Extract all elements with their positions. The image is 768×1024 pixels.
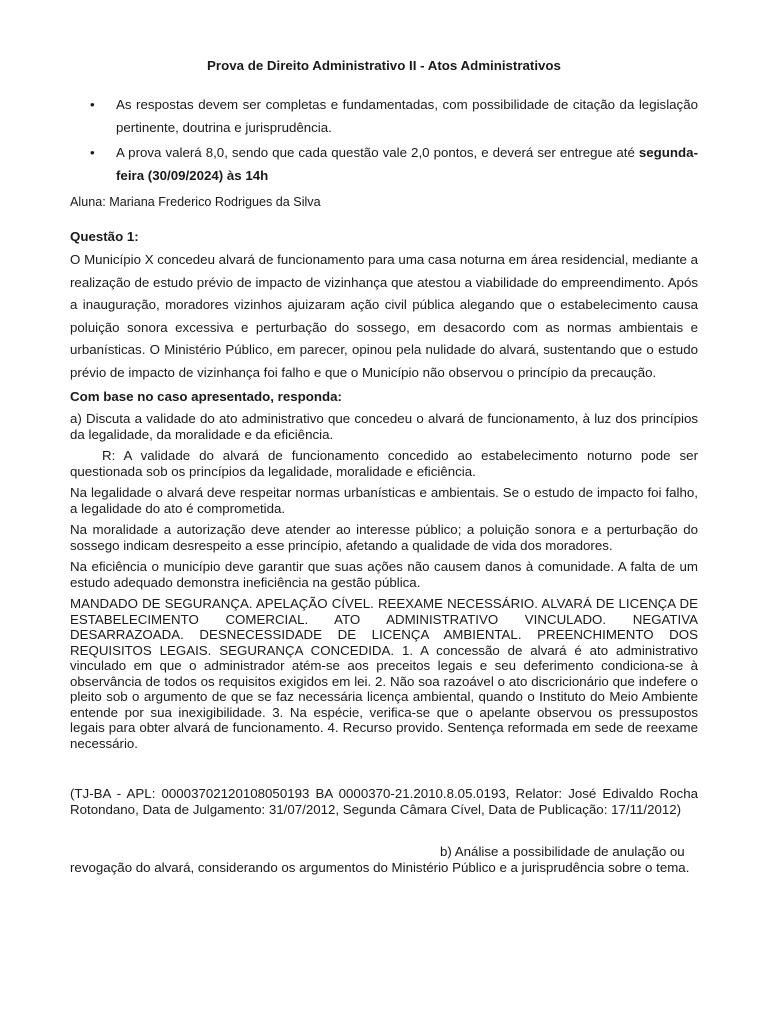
answer-intro: R: A validade do alvará de funcionamento concedido ao estabelecimento noturno pode ser questionada sob os princípios da legalidade, moralidade e eficiência. — [70, 448, 698, 479]
answer-eficiencia: Na eficiência o município deve garantir que suas ações não causem danos à comunidade. A falta de um estudo adequado demonstra ineficiência na gestão pública. — [70, 559, 698, 590]
deadline-text: segunda-feira (30/09/2024) às 14h — [116, 145, 698, 183]
answer-legalidade: Na legalidade o alvará deve respeitar normas urbanísticas e ambientais. Se o estudo de impacto foi falho, a legalidade do ato é comprometida. — [70, 485, 698, 516]
statement-end: . — [652, 364, 657, 380]
jurisprudence-ementa: MANDADO DE SEGURANÇA. APELAÇÃO CÍVEL. REEXAME NECESSÁRIO. ALVARÁ DE LICENÇA DE ESTABELECIMENTO COMERCIAL. ATO ADMINISTRATIVO VINCULADO. NEGATIVA DESARRAZOADA. DESNECESSIDADE DE LICENÇA AMBIENTAL. PREENCHIMENTO DOS REQUISITOS LEGAIS. SEGURANÇA CONCEDIDA. 1. A concessão de alvará é ato administrativo vinculado em que o administrador atém-se aos preceitos legais e seu deferimento condiciona-se à observância de todos os requisitos exigidos em lei. 2. Não soa razoável o ato discricionário que indefere o pleito sob o argumento de que se faz necessária licença ambiental, quando o Instituto do Meio Ambiente entende por sua inexigibilidade. 3. Na espécie, verifica-se que o apelante observou os pressupostos legais para obter alvará de funcionamento. 4. Recurso provido. Sentença reformada em sede de reexame necessário. — [70, 596, 698, 751]
answer-moralidade: Na moralidade a autorização deve atender ao interesse público; a poluição sonora e a perturbação do sossego indicam desrespeito a esse princípio, afetando a qualidade de vida dos moradores. — [70, 522, 698, 553]
item-b-rest: revogação do alvará, considerando os argumentos do Ministério Público e a jurisprudência sobre o tema. — [70, 859, 690, 875]
bullet-icon: • — [90, 97, 95, 112]
item-b-first-line: b) Análise a possibilidade de anulação ou — [440, 844, 685, 859]
jurisprudence-reference: (TJ-BA - APL: 00003702120108050193 BA 0000370-21.2010.8.05.0193, Relator: José Edivaldo Rocha Rotondano, Data de Julgamento: 31/07/2012, Segunda Câmara Cível, Data de Publicação: 17/11/2012) — [70, 786, 698, 817]
instruction-item — [70, 141, 698, 187]
document-page — [70, 58, 698, 875]
bullet-icon: • — [90, 145, 95, 160]
document-title: Prova de Direito Administrativo II - Atos Administrativos — [207, 58, 561, 73]
student-name: Aluna: Mariana Frederico Rodrigues da Silva — [70, 195, 321, 209]
question-heading: Questão 1: — [70, 229, 139, 244]
item-b — [70, 844, 698, 875]
precaution-term: princípio da precaução — [517, 364, 653, 380]
item-a: a) Discuta a validade do ato administrativo que concedeu o alvará de funcionamento, à luz dos princípios da legalidade, da moralidade e da eficiência. — [70, 411, 698, 442]
instruction-text: As respostas devem ser completas e fundamentadas, com possibilidade de citação da legislação pertinente, doutrina e jurisprudência. — [116, 97, 698, 135]
question-statement-text: O Município X concedeu alvará de funcionamento para uma casa noturna em área residencial, mediante a realização de estudo prévio de impacto de vizinhança que atestou a viabilidade do empreendimento. Após a inauguração, moradores vizinhos ajuizaram ação civil pública alegando que o estabelecimento causa poluição sonora excessiva e perturbação do sossego, em desacordo com as normas ambientais e urbanísticas. O Ministério Público, em parecer, opinou pela nulidade do alvará, sustentando que o estudo prévio de impacto de vizinhança foi falho e que o Município não observou o — [70, 252, 698, 380]
instructions-list — [70, 93, 698, 187]
question-prompt: Com base no caso apresentado, responda: — [70, 389, 342, 404]
instruction-text: A prova valerá 8,0, sendo que cada questão vale 2,0 pontos, e deverá ser entregue até — [116, 145, 639, 160]
instruction-item — [70, 93, 698, 139]
question-statement — [70, 249, 698, 384]
